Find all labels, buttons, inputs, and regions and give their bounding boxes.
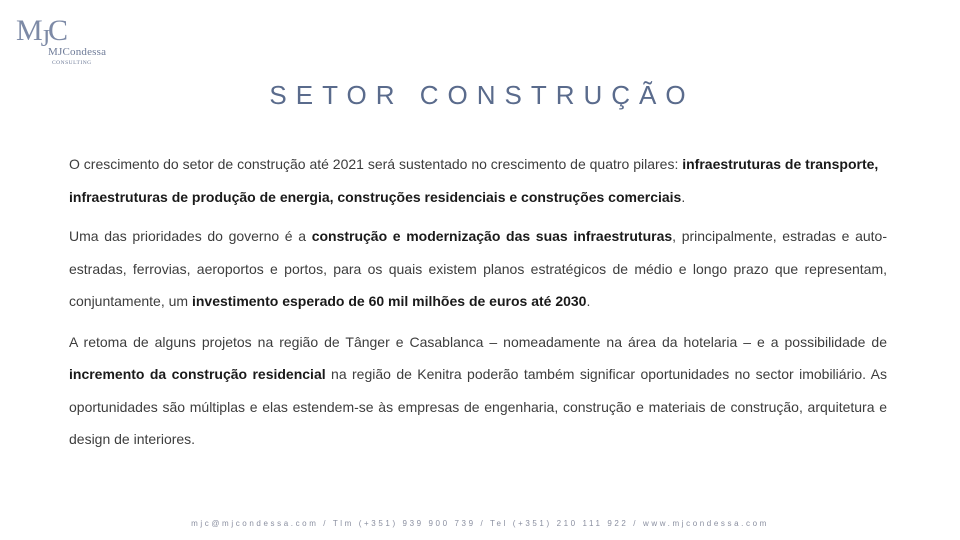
paragraph-3-text-1: A retoma de alguns projetos na região de Tânger e Casablanca – nomeadamente na área da hotelaria – e a possibilidade de [69,333,887,350]
footer-contact [0,519,960,528]
footer-telephone: Tel (+351) 210 111 922 [489,519,629,528]
paragraph-2-text-1: Uma das prioridades do governo é a [69,228,312,244]
paragraph-1-text-2: . [681,188,686,205]
logo-letter-c: C [48,14,67,47]
footer-separator: / [475,519,490,528]
footer-website[interactable]: www.mjcondessa.com [642,519,769,528]
page-title: SETOR CONSTRUÇÃO [269,80,695,110]
footer-separator: / [628,519,643,528]
paragraph-2-text-2: , principalmente, estradas e auto-estradas, ferrovias, aeroportos e portos, para os quais existem planos estratégicos de médio e longo prazo que representam, conjuntamente, um [69,228,887,309]
paragraph-3 [69,326,887,456]
paragraph-3-text-2: na região de Kenitra poderão também significar oportunidades no sector imobiliário. As oportunidades são múltiplas e elas estendem-se às empresas de engenharia, construção e materiais de construção, arquitetura e design de interiores. [69,366,887,447]
company-logo [16,14,126,74]
paragraph-2-text-3: . [586,293,591,309]
paragraph-1 [69,148,887,213]
logo-letter-j: J [40,26,49,52]
footer-mobile: Tlm (+351) 939 900 739 [332,519,476,528]
logo-subtitle: CONSULTING [52,60,92,66]
paragraph-1-text-1: O crescimento do setor de construção até 2021 será sustentado no crescimento de quatro pilares: [69,156,683,172]
footer-email[interactable]: mjc@mjcondessa.com [191,519,319,528]
body-text [69,148,887,464]
paragraph-1-highlight-1: infraestruturas de transporte, infraestruturas de produção de energia, construções residenciais e construções comerciais [69,156,879,205]
logo-letter-m: M [16,14,41,47]
footer-separator: / [318,519,333,528]
logo-monogram [16,14,66,50]
logo-name: MJCondessa [48,46,107,58]
paragraph-2 [69,220,887,318]
paragraph-2-highlight-2: investimento esperado de 60 mil milhões de euros até 2030 [191,293,587,309]
paragraph-2-highlight-1: construção e modernização das suas infraestruturas [311,228,673,244]
paragraph-3-highlight-1: incremento da construção residencial [69,366,326,382]
